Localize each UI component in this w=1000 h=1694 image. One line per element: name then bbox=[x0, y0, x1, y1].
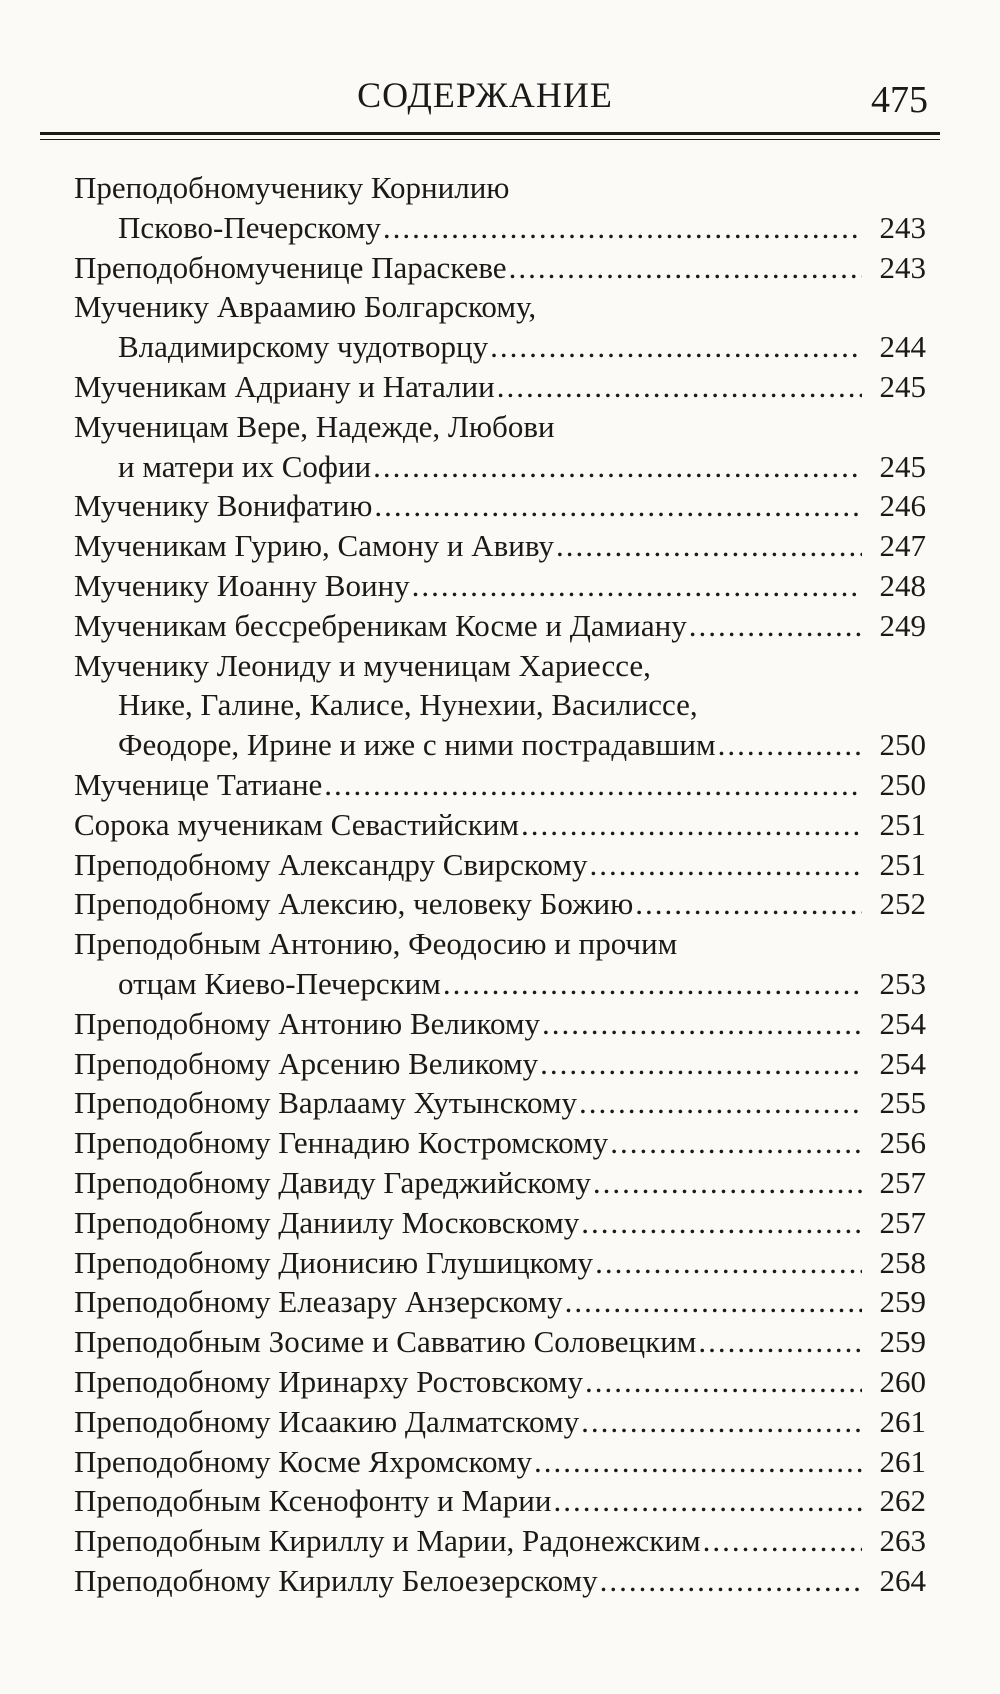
toc-entry-line bbox=[74, 1004, 926, 1044]
toc-entry-page-number: 263 bbox=[879, 1523, 926, 1559]
toc-entry-page-number: 261 bbox=[879, 1403, 926, 1439]
toc-entry-line bbox=[74, 248, 926, 288]
toc-entry-text: Нике, Галине, Калисе, Нунехии, Василиссе, bbox=[118, 687, 698, 723]
header-rule-thick bbox=[40, 132, 940, 135]
toc-entry bbox=[74, 1362, 926, 1402]
toc-entry bbox=[74, 1243, 926, 1283]
toc-entry-line bbox=[74, 367, 926, 407]
dot-leader bbox=[689, 606, 862, 646]
page-number: 475 bbox=[871, 79, 928, 121]
toc-entry bbox=[74, 287, 926, 367]
toc-entry-page-number: 248 bbox=[879, 567, 926, 603]
toc-entry-page-number: 259 bbox=[879, 1284, 926, 1320]
toc-entry bbox=[74, 1561, 926, 1601]
toc-entry-page-number: 257 bbox=[879, 1204, 926, 1240]
toc-entry-line bbox=[74, 646, 926, 686]
toc-entry-page-number: 258 bbox=[879, 1244, 926, 1280]
toc-entry bbox=[74, 407, 926, 487]
dot-leader bbox=[374, 486, 862, 526]
toc-entry-line bbox=[74, 1481, 926, 1521]
toc-entry-text: Преподобным Зосиме и Савватию Соловецким bbox=[74, 1324, 697, 1360]
toc-entry-text: Преподобным Антонию, Феодосию и прочим bbox=[74, 926, 678, 962]
toc-entry-page-number: 260 bbox=[879, 1363, 926, 1399]
toc-entry bbox=[74, 1521, 926, 1561]
toc-entry-page-number: 243 bbox=[879, 209, 926, 245]
dot-leader bbox=[600, 1561, 862, 1601]
toc-entry-line bbox=[74, 1203, 926, 1243]
toc-entry-page-number: 259 bbox=[879, 1324, 926, 1360]
toc-entry-continuation bbox=[74, 447, 926, 487]
toc-entry-text: Преподобному Дионисию Глушицкому bbox=[74, 1244, 594, 1280]
toc-entry-line bbox=[74, 526, 926, 566]
toc-entry-line bbox=[74, 1362, 926, 1402]
toc-entry-line bbox=[74, 287, 926, 327]
toc-entry-page-number: 251 bbox=[879, 806, 926, 842]
toc-entry-line bbox=[74, 1442, 926, 1482]
toc-entry-line bbox=[74, 407, 926, 447]
toc-entry-line bbox=[74, 486, 926, 526]
toc-entry-text: Преподобномученику Корнилию bbox=[74, 170, 510, 205]
dot-leader bbox=[589, 845, 862, 885]
toc-entry-line bbox=[74, 924, 926, 964]
dot-leader bbox=[542, 1004, 862, 1044]
toc-entry-page-number: 254 bbox=[879, 1005, 926, 1041]
toc-entry bbox=[74, 765, 926, 805]
toc-entry bbox=[74, 486, 926, 526]
toc-entry-text: Преподобному Давиду Гареджийскому bbox=[74, 1164, 591, 1200]
running-header bbox=[40, 66, 940, 126]
toc-entry bbox=[74, 1481, 926, 1521]
toc-entry-continuation bbox=[74, 327, 926, 367]
dot-leader bbox=[324, 765, 862, 805]
toc-entry-text: Преподобным Кириллу и Марии, Радонежским bbox=[74, 1523, 701, 1559]
toc-entry-text: Преподобному Александру Свирскому bbox=[74, 846, 588, 882]
toc-entry-line bbox=[74, 1123, 926, 1163]
toc-entry-text: Мученикам бессребреникам Косме и Дамиану bbox=[74, 607, 687, 643]
toc-entry-text: Сорока мученикам Севастийским bbox=[74, 806, 519, 842]
toc-entry-line bbox=[74, 765, 926, 805]
toc-entry bbox=[74, 1442, 926, 1482]
toc-entry bbox=[74, 805, 926, 845]
toc-entry-page-number: 253 bbox=[879, 965, 926, 1001]
toc-entry-text: Псково-Печерскому bbox=[118, 209, 381, 245]
toc-entry-text: Феодоре, Ирине и иже с ними пострадавшим bbox=[118, 727, 716, 763]
toc-entry-text: Мученицам Вере, Надежде, Любови bbox=[74, 408, 555, 444]
dot-leader bbox=[509, 248, 862, 288]
toc-entry bbox=[74, 606, 926, 646]
toc-entry-page-number: 264 bbox=[879, 1562, 926, 1598]
toc-entry-page-number: 250 bbox=[879, 766, 926, 802]
toc-entry bbox=[74, 248, 926, 288]
toc-entry bbox=[74, 1322, 926, 1362]
toc-entry-text: Владимирскому чудотворцу bbox=[118, 329, 489, 365]
dot-leader bbox=[553, 1481, 862, 1521]
toc-entry-text: Преподобному Исаакию Далматскому bbox=[74, 1403, 580, 1439]
dot-leader bbox=[534, 1442, 862, 1482]
toc-entry bbox=[74, 884, 926, 924]
dot-leader bbox=[718, 725, 862, 765]
dot-leader bbox=[610, 1123, 862, 1163]
toc-entry-line bbox=[74, 566, 926, 606]
toc-entry-page-number: 252 bbox=[879, 886, 926, 922]
toc-entry-text: и матери их Софии bbox=[118, 448, 372, 484]
toc-entry-page-number: 245 bbox=[879, 368, 926, 404]
toc-entry-text: отцам Киево-Печерским bbox=[118, 965, 441, 1001]
toc-entry bbox=[74, 1004, 926, 1044]
toc-entry-page-number: 243 bbox=[879, 249, 926, 285]
toc-entry bbox=[74, 367, 926, 407]
dot-leader bbox=[635, 884, 862, 924]
toc-entry-text: Мученице Татиане bbox=[74, 766, 323, 802]
toc-entry-text: Преподобному Антонию Великому bbox=[74, 1005, 540, 1041]
table-of-contents bbox=[74, 168, 926, 1601]
toc-entry-page-number: 246 bbox=[879, 488, 926, 524]
toc-entry-line bbox=[74, 606, 926, 646]
toc-entry-text: Преподобномученице Параскеве bbox=[74, 249, 507, 285]
toc-entry-text: Преподобному Иринарху Ростовскому bbox=[74, 1363, 584, 1399]
toc-entry-page-number: 261 bbox=[879, 1443, 926, 1479]
toc-entry-text: Преподобному Варлааму Хутынскому bbox=[74, 1085, 578, 1121]
toc-entry-page-number: 262 bbox=[879, 1483, 926, 1519]
toc-entry-line bbox=[74, 168, 926, 208]
toc-entry-text: Преподобному Арсению Великому bbox=[74, 1045, 539, 1081]
dot-leader bbox=[373, 447, 862, 487]
dot-leader bbox=[581, 1402, 862, 1442]
toc-entry bbox=[74, 924, 926, 1004]
toc-entry-line bbox=[74, 1282, 926, 1322]
dot-leader bbox=[565, 1282, 862, 1322]
dot-leader bbox=[581, 1203, 862, 1243]
toc-entry bbox=[74, 526, 926, 566]
toc-entry-text: Мученику Вонифатию bbox=[74, 488, 373, 524]
toc-entry-page-number: 251 bbox=[879, 846, 926, 882]
toc-entry-page-number: 250 bbox=[879, 727, 926, 763]
dot-leader bbox=[585, 1362, 862, 1402]
toc-entry-line bbox=[74, 1163, 926, 1203]
toc-entry-text: Мученикам Адриану и Наталии bbox=[74, 368, 495, 404]
toc-entry-line bbox=[74, 1402, 926, 1442]
toc-entry-line bbox=[74, 1521, 926, 1561]
toc-entry-page-number: 256 bbox=[879, 1125, 926, 1161]
toc-entry bbox=[74, 646, 926, 765]
toc-entry bbox=[74, 1083, 926, 1123]
toc-entry-page-number: 254 bbox=[879, 1045, 926, 1081]
toc-entry-line bbox=[74, 1044, 926, 1084]
dot-leader bbox=[579, 1083, 862, 1123]
toc-entry bbox=[74, 1163, 926, 1203]
toc-entry-text: Мученику Леониду и мученицам Хариессе, bbox=[74, 647, 651, 683]
toc-entry-line bbox=[74, 805, 926, 845]
toc-entry-line bbox=[74, 845, 926, 885]
toc-entry-continuation bbox=[74, 964, 926, 1004]
dot-leader bbox=[698, 1322, 862, 1362]
toc-entry bbox=[74, 1402, 926, 1442]
toc-entry-text: Мученику Авраамию Болгарскому, bbox=[74, 289, 537, 325]
dot-leader bbox=[595, 1243, 862, 1283]
page-title: СОДЕРЖАНИЕ bbox=[357, 75, 613, 115]
dot-leader bbox=[412, 566, 862, 606]
toc-entry-line bbox=[74, 1083, 926, 1123]
toc-entry bbox=[74, 1203, 926, 1243]
toc-entry-continuation bbox=[74, 208, 926, 248]
dot-leader bbox=[703, 1521, 862, 1561]
toc-entry-page-number: 249 bbox=[879, 607, 926, 643]
toc-entry-text: Преподобному Кириллу Белоезерскому bbox=[74, 1562, 598, 1598]
toc-entry-line bbox=[74, 884, 926, 924]
toc-entry-text: Мученику Иоанну Воину bbox=[74, 567, 410, 603]
toc-entry-text: Преподобному Косме Яхромскому bbox=[74, 1443, 533, 1479]
toc-entry-text: Преподобному Геннадию Костромскому bbox=[74, 1125, 609, 1161]
toc-entry-page-number: 247 bbox=[879, 528, 926, 564]
toc-entry bbox=[74, 168, 926, 248]
toc-entry-text: Преподобному Елеазару Анзерскому bbox=[74, 1284, 563, 1320]
toc-entry-text: Преподобному Даниилу Московскому bbox=[74, 1204, 580, 1240]
dot-leader bbox=[540, 1044, 862, 1084]
dot-leader bbox=[490, 327, 862, 367]
toc-entry bbox=[74, 1282, 926, 1322]
dot-leader bbox=[593, 1163, 862, 1203]
dot-leader bbox=[383, 208, 862, 248]
dot-leader bbox=[556, 526, 862, 566]
toc-entry-text: Преподобным Ксенофонту и Марии bbox=[74, 1483, 552, 1519]
toc-entry bbox=[74, 845, 926, 885]
toc-entry-line bbox=[74, 1243, 926, 1283]
toc-entry-page-number: 245 bbox=[879, 448, 926, 484]
toc-entry-text: Преподобному Алексию, человеку Божию bbox=[74, 886, 634, 922]
dot-leader bbox=[521, 805, 862, 845]
header-rule-thin bbox=[40, 139, 940, 140]
toc-entry-line bbox=[74, 1561, 926, 1601]
toc-entry-page-number: 255 bbox=[879, 1085, 926, 1121]
toc-entry-text: Мученикам Гурию, Самону и Авиву bbox=[74, 528, 554, 564]
toc-entry bbox=[74, 1044, 926, 1084]
toc-entry-line bbox=[74, 1322, 926, 1362]
dot-leader bbox=[497, 367, 862, 407]
toc-entry bbox=[74, 1123, 926, 1163]
toc-entry-page-number: 257 bbox=[879, 1164, 926, 1200]
toc-entry-continuation bbox=[74, 725, 926, 765]
toc-entry bbox=[74, 566, 926, 606]
dot-leader bbox=[443, 964, 862, 1004]
toc-entry-continuation bbox=[74, 685, 926, 725]
toc-entry-page-number: 244 bbox=[879, 329, 926, 365]
